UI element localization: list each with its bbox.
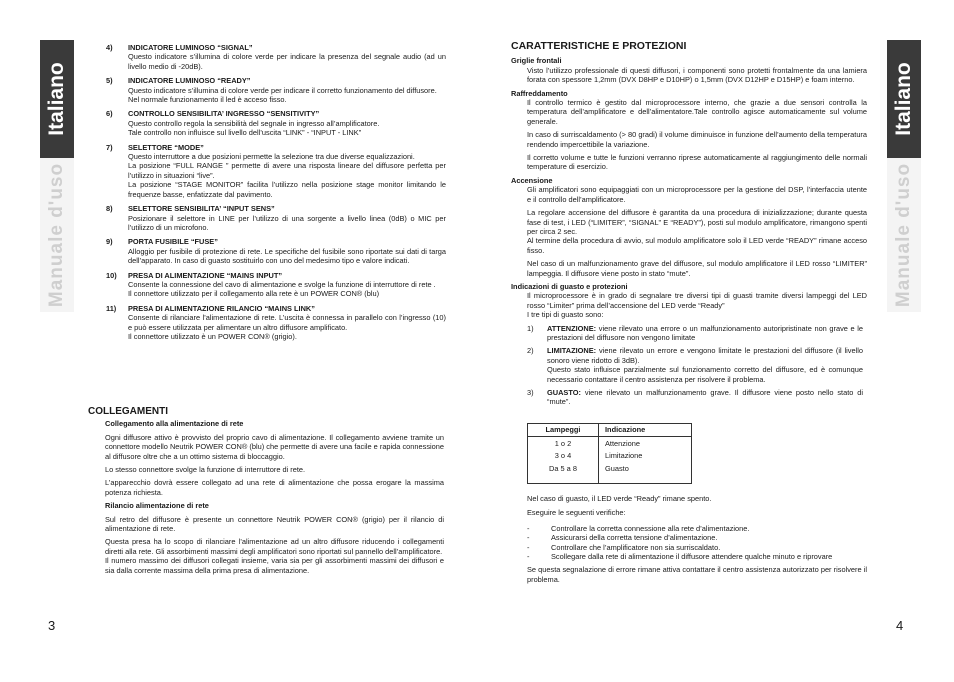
subheading: Rilancio alimentazione di rete xyxy=(105,501,209,511)
fault-number: 2) xyxy=(527,346,534,356)
table-row xyxy=(528,450,692,462)
item-text: Il connettore utilizzato per il collegamento alla rete è un POWER CON® (blu) xyxy=(128,289,380,299)
paragraph: Il numero massimo dei diffusori collegati insieme, varia sia per gli assorbimenti massimi dei diffusori e sia dalla corrente massima della prima presa di alimentazione. xyxy=(105,556,444,575)
item-number: 4) xyxy=(106,43,113,52)
item-number: 5) xyxy=(106,76,113,86)
item-number: 6) xyxy=(106,109,113,119)
paragraph: Ogni diffusore attivo è provvisto del proprio cavo di alimentazione. Il collegamento avviene tramite un connettore modello Neutrik POWER CON® (blu) che permette di avere una facile e rapida connessione al diffusore oltre che a un ottimo sistema di bloccaggio. xyxy=(105,432,444,461)
paragraph: Se questa segnalazione di errore rimane attiva contattare il centro assistenza autorizzato per risolvere il problema. xyxy=(527,565,867,584)
item-text: Nel normale funzionamento il led è acceso fisso. xyxy=(128,95,287,105)
paragraph: In caso di surriscaldamento (> 80 gradi) il volume diminuisce in funzione dell’aumento della temperatura rendendo impercettibile la variazione. xyxy=(527,130,867,149)
control-item xyxy=(106,76,446,104)
manual-label: Manuale d'uso xyxy=(46,162,67,308)
item-text: Tale controllo non influisce sul livello dell’uscita “LINK” - “INPUT - LINK” xyxy=(128,128,362,138)
controls-list xyxy=(106,43,446,341)
manual-label: Manuale d'uso xyxy=(893,162,914,308)
page-number-left: 3 xyxy=(48,618,56,633)
item-title: PRESA DI ALIMENTAZIONE “MAINS INPUT” xyxy=(128,270,283,280)
paragraph: Lo stesso connettore svolge la funzione di interruttore di rete. xyxy=(105,465,306,475)
paragraph: Il corretto volume e tutte le funzioni verranno riprese automaticamente al raggiungimento delle normali temperature di esercizio. xyxy=(527,153,867,172)
table-row xyxy=(528,462,692,483)
table-header: Indicazione xyxy=(599,423,692,436)
manual-tab-right xyxy=(887,158,921,312)
table-header: Lampeggi xyxy=(528,423,599,436)
fault-label: GUASTO: xyxy=(547,388,581,397)
table-cell: Guasto xyxy=(605,463,629,473)
fault-list xyxy=(511,324,867,407)
fault-number: 3) xyxy=(527,388,534,397)
subheading: Collegamento alla alimentazione di rete xyxy=(105,419,244,429)
paragraph: La regolare accensione del diffusore è garantita da una procedura di inizializzazione; durante questa fase di test, i LED (“LIMITER”, “SIGNAL” E “READY”), posti sul modulo amplificatore, rimangono spenti per circa 2 sec. xyxy=(527,208,867,236)
item-text: Consente la connessione del cavo di alimentazione e svolge la funzione di interruttore di rete . xyxy=(128,279,436,289)
control-item xyxy=(106,109,446,137)
paragraph: Nel caso di un malfunzionamento grave del diffusore, sul modulo amplificatore il LED rosso “LIMITER” lampeggia. Il diffusore viene posto in stato “mute”. xyxy=(527,259,867,278)
control-item xyxy=(106,143,446,199)
control-item xyxy=(106,204,446,232)
fault-text: viene rilevato un malfunzionamento grave. Il diffusore viene posto nello stato di “mute”. xyxy=(547,388,863,407)
fault-item xyxy=(527,388,867,407)
item-number: 8) xyxy=(106,204,113,214)
item-title: PORTA FUSIBILE “FUSE” xyxy=(128,237,218,247)
section-heading: COLLEGAMENTI xyxy=(88,406,168,417)
item-text: Posizionare il selettore in LINE per l’utilizzo di una sorgente a livello linea (0dB) o MIC per l’utilizzo di un microfono. xyxy=(128,213,446,232)
fault-number: 1) xyxy=(527,323,534,333)
item-text: Questo controllo regola la sensibilità del segnale in ingresso all’amplificatore. xyxy=(128,118,380,128)
section-heading: CARATTERISTICHE E PROTEZIONI xyxy=(511,40,687,52)
paragraph: Il microprocessore è in grado di segnalare tre diversi tipi di guasti tramite diversi lampeggi del LED rosso “Limiter” prima dell’accensione del LED verde “Ready” xyxy=(527,291,867,310)
paragraph: Nel caso di guasto, il LED verde “Ready” rimane spento. xyxy=(527,493,712,503)
item-title: CONTROLLO SENSIBILITA’ INGRESSO “SENSITIVITY” xyxy=(128,109,320,119)
item-number: 7) xyxy=(106,142,113,152)
item-text: Questo indicatore s’illumina di colore verde per indicare il corretto funzionamento del diffusore. xyxy=(128,85,437,95)
control-item xyxy=(106,237,446,265)
language-tab-left xyxy=(40,40,74,158)
paragraph: Visto l’utilizzo professionale di questi diffusori, i componenti sono protetti frontalmente da una lamiera forata con spessore 1,2mm (DVX D8HP e D10HP) o 1,5mm (DVX D12HP e D15HP) e foam interno. xyxy=(527,65,867,85)
item-text: Il connettore utilizzato è un POWER CON® (grigio). xyxy=(128,331,297,341)
subheading: Griglie frontali xyxy=(511,56,562,66)
collegamenti-section xyxy=(88,407,444,579)
fault-item xyxy=(527,346,867,384)
language-label: Italiano xyxy=(45,62,68,136)
item-title: PRESA DI ALIMENTAZIONE RILANCIO “MAINS LINK” xyxy=(128,303,315,313)
check-text: Scollegare dalla rete di alimentazione il diffusore attendere qualche minuto e riprovare xyxy=(551,551,833,561)
table-cell: Limitazione xyxy=(605,451,643,461)
item-text: Consente di rilanciare l’alimentazione di rete. L’uscita è connessa in parallelo con l’ingresso (10) e può essere utilizzata per alimentare un altro diffusore amplificato. xyxy=(128,313,446,332)
check-item: - Controllare la corretta connessione alla rete d’alimentazione. xyxy=(527,523,750,533)
check-text: Controllare la corretta connessione alla rete d’alimentazione. xyxy=(551,523,750,533)
blink-table xyxy=(527,423,692,484)
fault-text: viene rilevato un errore e vengono limitate le prestazioni del diffusore (il livello sonoro viene ridotto di 3dB). xyxy=(547,346,863,365)
item-title: INDICATORE LUMINOSO “READY” xyxy=(128,76,251,86)
item-title: INDICATORE LUMINOSO “SIGNAL” xyxy=(128,43,253,52)
fault-label: LIMITAZIONE: xyxy=(547,346,597,356)
page-number-right: 4 xyxy=(896,618,904,633)
check-item: - Controllare che l’amplificatore non sia surriscaldato. xyxy=(527,542,721,552)
paragraph: Sul retro del diffusore è presente un connettore Neutrik POWER CON® (grigio) per il rilancio di alimentazione di rete. xyxy=(105,514,444,534)
check-item: - Scollegare dalla rete di alimentazione il diffusore attendere qualche minuto e riprovare xyxy=(527,551,833,561)
control-item xyxy=(106,304,446,342)
paragraph: Al termine della procedura di avvio, sul modulo amplificatore solo il LED verde “READY” rimane acceso fisso. xyxy=(527,236,867,255)
item-text: Questo interruttore a due posizioni permette la selezione tra due diverse equalizzazioni. xyxy=(128,152,415,162)
paragraph: Gli amplificatori sono equipaggiati con un microprocessore per la gestione del DSP, l’interfaccia utente e il controllo dell’amplificatore. xyxy=(527,185,867,204)
manual-tab-left xyxy=(40,158,74,312)
fault-extra: Questo stato influisce parzialmente sul funzionamento corretto del diffusore, ed è comunque necessario contattare il centro assistenza per risolvere il problema. xyxy=(547,365,863,384)
paragraph: Eseguire le seguenti verifiche: xyxy=(527,508,626,518)
check-list xyxy=(511,524,867,562)
item-number: 9) xyxy=(106,237,113,247)
subheading: Indicazioni di guasto e protezioni xyxy=(511,281,628,291)
paragraph: Il controllo termico è gestito dal microprocessore interno, che grazie a due sensori controlla la temperatura dell’amplificatore e dell’alimentatore.Tale controllo agisce automaticamente sul volume generale. xyxy=(527,98,867,126)
paragraph: I tre tipi di guasto sono: xyxy=(527,310,604,320)
item-text: Alloggio per fusibile di protezione di rete. Le specifiche del fusibile sono riportate sui dati di targa dell’apparato. In caso di guasto sostituirlo con uno del medesimo tipo e valore indicati. xyxy=(128,246,446,266)
subheading: Accensione xyxy=(511,175,553,185)
check-text: Assicurarsi della corretta tensione d’alimentazione. xyxy=(551,533,718,543)
item-title: SELETTORE SENSIBILITA’ “INPUT SENS” xyxy=(128,204,275,214)
subheading: Raffreddamento xyxy=(511,88,568,98)
item-text: Questo indicatore s’illumina di colore verde per indicare la presenza del segnale audio (ad un livello medio di -20dB). xyxy=(128,52,446,71)
item-text: La posizione “FULL RANGE ” permette di avere una risposta lineare del diffusore perfetta per l’utilizzo in situazioni “live”. xyxy=(128,161,446,180)
table-header-row xyxy=(528,423,692,436)
language-label: Italiano xyxy=(892,62,915,136)
right-column xyxy=(511,42,867,588)
left-column xyxy=(106,43,446,346)
fault-label: ATTENZIONE: xyxy=(547,323,597,333)
item-title: SELETTORE “MODE” xyxy=(128,142,204,152)
item-number: 10) xyxy=(106,270,117,280)
paragraph: L’apparecchio dovrà essere collegato ad una rete di alimentazione che possa erogare la massima potenza richiesta. xyxy=(105,478,444,497)
language-tab-right xyxy=(887,40,921,158)
control-item xyxy=(106,43,446,71)
control-item xyxy=(106,271,446,299)
item-number: 11) xyxy=(106,303,117,313)
paragraph: Questa presa ha lo scopo di rilanciare l’alimentazione ad un altro diffusore riducendo i collegamenti diretti alla rete. Gli assorbimenti massimi degli amplificatori sono riportati sul pannello dell’amplificatore. xyxy=(105,537,444,556)
side-tab-left xyxy=(40,40,74,312)
table-cell: 1 o 2 xyxy=(528,437,599,450)
item-text: La posizione “STAGE MONITOR” facilita l’utilizzo nella posizione stage monitor limitando le frequenze basse, enfatizzate dal pavimento. xyxy=(128,180,446,199)
check-item: - Assicurarsi della corretta tensione d’alimentazione. xyxy=(527,533,718,543)
table-cell: Da 5 a 8 xyxy=(528,462,599,483)
fault-item xyxy=(527,324,867,343)
table-cell: 3 o 4 xyxy=(528,450,599,462)
table-cell: Attenzione xyxy=(605,438,640,448)
check-text: Controllare che l’amplificatore non sia surriscaldato. xyxy=(551,542,721,552)
table-row xyxy=(528,437,692,450)
side-tab-right xyxy=(887,40,921,312)
fault-text: viene rilevato una errore o un malfunzionamento autoripristinate non grave e le prestazioni del diffusore non vengono limitate xyxy=(547,323,863,342)
